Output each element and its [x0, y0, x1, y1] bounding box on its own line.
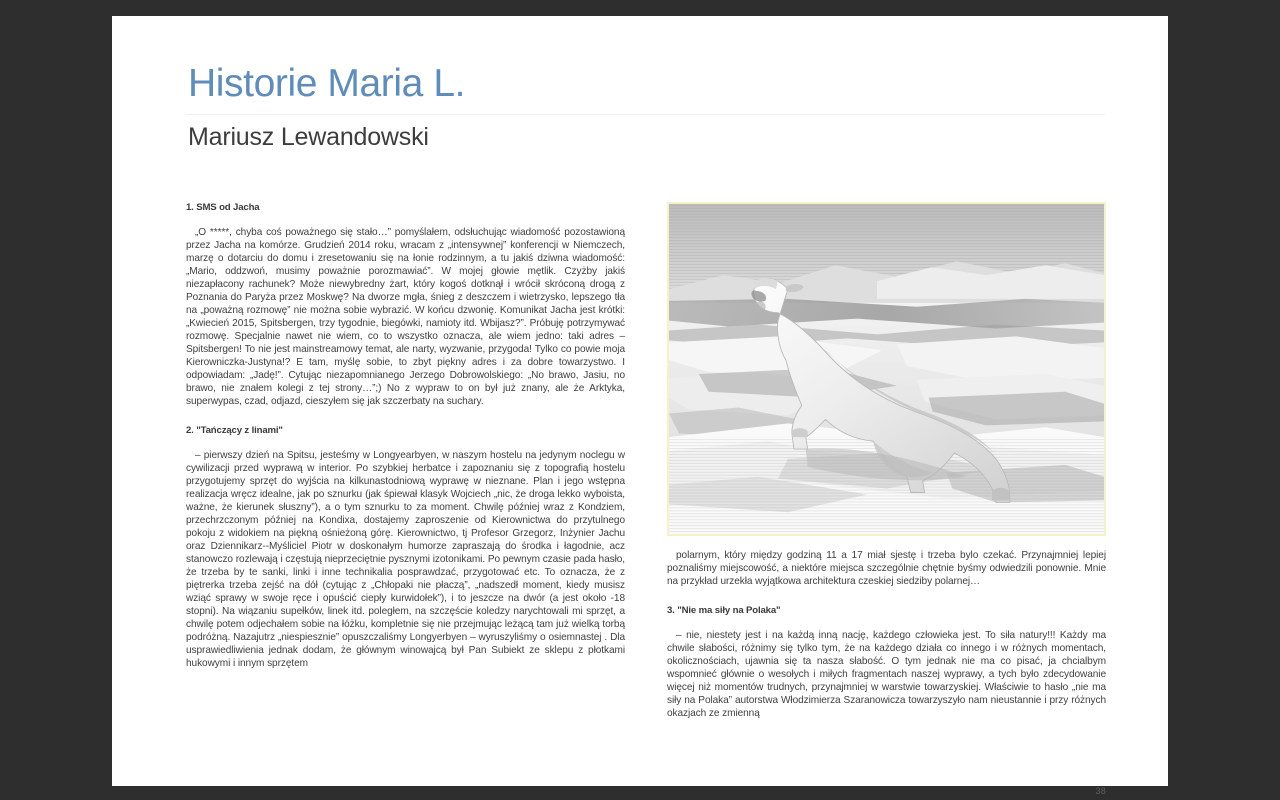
right-column: [667, 202, 1106, 764]
polar-bear-illustration: [667, 202, 1106, 536]
page-content: [186, 62, 1106, 796]
page-title: Historie Maria L.: [188, 62, 466, 105]
section-heading-1: 1. SMS od Jacha: [186, 202, 260, 213]
polar-bear-icon: [669, 204, 1104, 534]
left-column: [186, 202, 625, 764]
section-paragraph-1: „O *****, chyba coś poważnego się stało…” pomyślałem, odsłuchując wiadomość pozostawioną przez Jacha na komórze. Grudzień 2014 roku, wracam z „intensywnej” konferencji w Niemczech, marzę o dotarciu do domu i zresetowaniu się na łonie rodzinnym, a tu jakiś dziwna wiadomość: „Mario, oddzwoń, musimy poważnie porozmawiać”. W mojej głowie mętlik. Czyżby jakiś niezapłacony rachunek? Może niewybredny żart, który kogoś dotknął i wrócił skróconą drogą z Poznania do Paryża przez Moskwę? Na dworze mgła, śnieg z deszczem i wietrzysko, lepszego tła na „poważną rozmowę” nie można sobie wybrazić. W końcu dzwonię. Komunikat Jacha jest krótki: „Kwiecień 2015, Spitsbergen, trzy tygodnie, biegówki, namioty itd. Wbijasz?”. Próbuję potrzymywać rozmowę. Specjalnie nawet nie wiem, co to wszystko oznacza, ale wiem jedno: taki adres – Spitsbergen! To nie jest mainstreamowy temat, ale narty, wyzwanie, przygoda! Tylko co powie moja Kierowniczka-Justyna!? E tam, myślę sobie, to zbyt piękny adres i za dobre towarzystwo. I odpowiadam: „Jadę!”. Cytując niezapomnianego Jerzego Dobrowolskiego: „No brawo, Jasiu, no brawo, nie znałem kolegi z tej strony…”;) No z wypraw to on był już znany, ale że Arktyka, superwypas, czad, odjazd, cieszyłem się jak szczerbaty na suchary.: [186, 226, 625, 408]
body-columns: [186, 202, 1106, 764]
section-heading-2: 2. "Tańczący z linami": [186, 425, 283, 437]
author-name: Mariusz Lewandowski: [188, 122, 429, 151]
section-paragraph-2: – pierwszy dzień na Spitsu, jesteśmy w Longyearbyen, w naszym hostelu na jedynym noclegu w cywilizacji przed wyprawą w interior. Po szybkiej herbatce i zapoznaniu się z topografią hostelu przygotujemy sprzęt do wyjścia na kilkunastodniową wyprawę w nieznane. Plan i jego wstępna realizacja wręcz idealne, jak po sznurku (jak śpiewał klasyk Wojciech „nic, że droga lekko wyboista, ważne, że kierunek słuszny”), a o tym sznurku to za moment. Chwilę później wraz z Kondziem, przechrzczonym później na Kondixa, dostajemy zaproszenie od Kierownictwa do przytulnego pokoju z widokiem na piękną ośnieżoną górę. Kierownictwo, tj Profesor Grzegorz, Inżynier Jachu oraz Dziennikarz--Myśliciel Piotr w doskonałym humorze zapraszają do środka i łagodnie, acz stanowczo rozlewają i częstują nieprzeciętnie pysznymi izotonikami. Po pewnym czasie pada hasło, że trzeba by te sanki, linki i inne technikalia posprawdzać, przygotować etc. To oznacza, że z piętrerka trzeba zejść na dół (cytując z „Chłopaki nie płaczą”, „nadszedł moment, kiedy musisz wziąć sprawy w swoje ręce i opuścić ciepły kurwidołek”), i to jeszcze na dwór (a jest około -18 stopni). Na wiązaniu supełków, linek itd. poległem, na szczęście koledzy narychtowali mi sprzęt, a chwilę potem odjechałem sobie na łóżku, kompletnie się nie przejmując leżącą tam już wielką torbą podróżną. Nazajutrz „niespiesznie” opuszczaliśmy Longyerbyen – wyruszyliśmy o osiemnastej . Dla usprawiedliwienia jednak dodam, że głównym winowajcą był Pan Subiekt ze sklepu z płotkami hukowymi i innym sprzętem: [186, 449, 625, 670]
continued-paragraph: polarnym, który między godziną 11 a 17 miał sjestę i trzeba bylo czekać. Przynajmniej lepiej poznaliśmy miejscowość, a niektóre miejsca szczególnie chętnie byśmy odwiedzili ponownie. Mnie na przykład urzekła wyjątkowa architektura czeskiej siedziby polarnej…: [667, 550, 1106, 588]
section-paragraph-3: – nie, niestety jest i na każdą inną nację, każdego człowieka jest. To siła natury!!! Każdy ma chwile słabości, różnimy się tylko tym, że na każdego działa co innego i w różnych momentach, okolicznościach, ujawnia się ta nasza słabość. O tym jednak nie ma co pisać, ja chcialbym wspomnieć głównie o wesołych i miłych fragmentach naszej wyprawy, a tych było zdecydowanie więcej niż momentów trudnych, przynajmniej w warstwie towarzyskiej. Właściwie to hasło „nie ma siły na Polaka” autorstwa Włodzimierza Szaranowicza towarzyszyło nam nieustannie i przy różnych okazjach ze zmienną: [667, 629, 1106, 719]
section-heading-3: 3. "Nie ma siły na Polaka": [667, 605, 781, 617]
page-number: 38: [1095, 786, 1106, 796]
document-page: [112, 16, 1168, 796]
title-divider: [186, 114, 1105, 115]
